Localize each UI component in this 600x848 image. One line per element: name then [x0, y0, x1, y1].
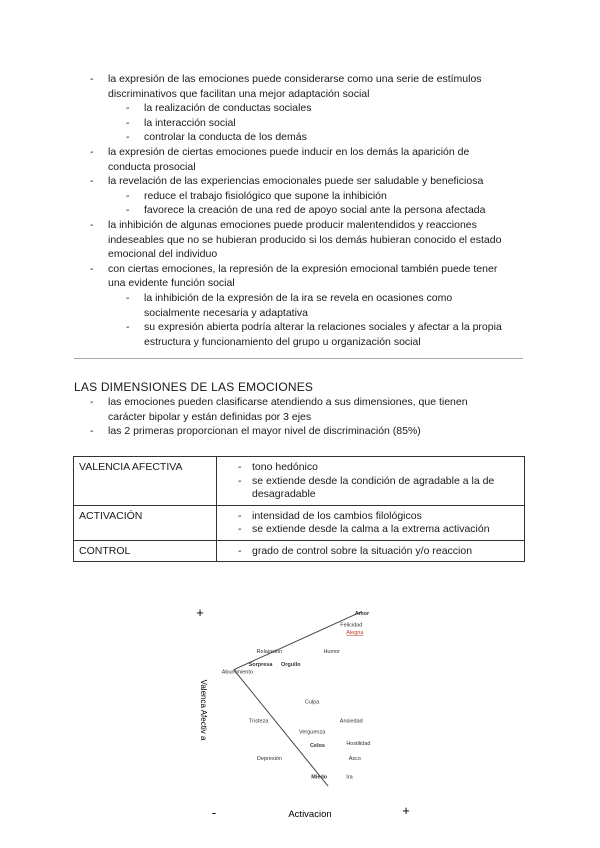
x-axis-label: Activacion [288, 809, 332, 820]
bullet-text: con ciertas emociones, la represión de la expresión emocional también puede tener [108, 262, 498, 275]
bullet-text: discriminativos que facilitan una mejor adaptación social [108, 87, 370, 100]
sub-bullet-text: la realización de conductas sociales [144, 102, 312, 115]
bullet-text: las 2 primeras proporcionan el mayor nivel de discriminación (85%) [108, 425, 421, 438]
chart-point-label: Tristeza [249, 718, 269, 725]
table-row [74, 540, 525, 562]
sub-bullet-text: la inhibición de la expresión de la ira se revela en ocasiones como [144, 292, 453, 304]
sub-bullet-text: estructura y funcionamiento del grupo u organización social [144, 335, 421, 348]
section-divider [74, 358, 523, 359]
chart-point-label: Ira [346, 774, 353, 781]
sub-bullet-text: la interacción social [144, 116, 236, 129]
y-max-label: + [196, 605, 204, 620]
chart-point-label: Hostilidad [346, 740, 371, 747]
chart-point-label: Celos [309, 742, 325, 749]
table-item-text: se extiende desde la condición de agradable a la de desagradable [252, 474, 495, 500]
chart-point-label: Amor [354, 611, 370, 618]
chart-point-label: Miedo [311, 774, 328, 781]
chart-point-label: Orgullo [280, 661, 301, 668]
bullet-dash: - [90, 396, 94, 408]
table-cell-key: CONTROL [74, 540, 217, 562]
table-item: - se extiende desde la calma a la extrema activación [222, 523, 519, 537]
chart-point-label: Aburrimiento [221, 669, 253, 676]
bullet-text: la revelación de las experiencias emocionales puede ser saludable y beneficiosa [108, 175, 484, 188]
bullet-dash: - [90, 219, 94, 231]
emotion-dimensions-chart [180, 590, 440, 830]
section-title: LAS DIMENSIONES DE LAS EMOCIONES [74, 380, 314, 394]
chart-point-label: Relajacion [256, 648, 283, 655]
table-item-text: tono hedónico [252, 461, 318, 473]
table-item: - grado de control sobre la situación y/o reaccion [222, 545, 519, 559]
table-item: - tono hedónico [222, 461, 519, 475]
bullet-text: carácter bipolar y están definidas por 3 ejes [108, 410, 312, 423]
chart-point-label: Felicidad [340, 622, 363, 629]
sub-bullet-text: favorece la creación de una red de apoyo social ante la persona afectada [144, 204, 486, 217]
sub-bullet-text: socialmente necesaria y adaptativa [144, 306, 309, 319]
bullet-text: la expresión de las emociones puede considerarse como una serie de estímulos [108, 73, 482, 85]
bullet-dash: - [90, 262, 94, 275]
table-item-text: se extiende desde la calma a la extrema activación [252, 523, 490, 535]
table-cell-key: VALENCIA AFECTIVA [74, 457, 217, 506]
chart-point-label: Asco [348, 755, 361, 762]
chart-point-label: Alegria [346, 629, 364, 636]
sub-bullet-dash: - [126, 131, 130, 144]
bullet-dash: - [90, 425, 94, 438]
sub-bullet-dash: - [126, 189, 130, 202]
table-cell-key: ACTIVACIÓN [74, 505, 217, 540]
chart-point-label: Culpa [304, 699, 320, 706]
bullet-text: la inhibición de algunas emociones puede producir malentendidos y reacciones [108, 219, 477, 231]
table-item-text: grado de control sobre la situación y/o reaccion [252, 544, 473, 557]
table-cell-value [217, 540, 525, 562]
bullet-dash: - [90, 175, 94, 188]
bullet-dash: - [90, 73, 94, 85]
chart-line-negative-diagonal [234, 670, 328, 787]
table-item: - se extiende desde la condición de agradable a la de desagradable [222, 475, 519, 502]
sub-bullet-dash: - [126, 321, 130, 334]
chart-point-label: Sorpresa [248, 661, 273, 668]
bullet-dash: - [90, 146, 94, 158]
bullet-text: las emociones pueden clasificarse atendiendo a sus dimensiones, que tienen [108, 396, 468, 408]
x-min-label: - [211, 805, 217, 820]
sub-bullet-dash: - [126, 116, 130, 129]
y-axis-label: Valenca Afectiv a [199, 679, 208, 741]
chart-point-label: Depresión [256, 755, 282, 762]
x-max-label: + [402, 803, 410, 818]
chart-point-label: Verguenza [298, 729, 326, 736]
sub-bullet-dash: - [126, 204, 130, 217]
bullet-text: la expresión de ciertas emociones puede inducir en los demás la aparición de [108, 146, 470, 158]
sub-bullet-text: controlar la conducta de los demás [144, 131, 307, 144]
table-cell-value [217, 457, 525, 506]
bullet-text: indeseables que no se hubieran producido si los demás hubieran conocido el estado [108, 233, 502, 246]
sub-bullet-dash: - [126, 292, 130, 304]
bullet-text: emocional del individuo [108, 248, 218, 261]
table-row [74, 457, 525, 506]
chart-point-label: Humor [323, 648, 340, 655]
bullet-text: conducta prosocial [108, 160, 196, 173]
table-cell-value [217, 505, 525, 540]
table-row [74, 505, 525, 540]
table-item-text: intensidad de los cambios filológicos [252, 509, 422, 522]
sub-bullet-text: reduce el trabajo fisiológico que supone la inhibición [144, 189, 387, 202]
dimensions-table [73, 456, 525, 562]
sub-bullet-text: su expresión abierta podría alterar la relaciones sociales y afectar a la propia [144, 321, 502, 334]
chart-point-label: Ansiedad [339, 718, 363, 725]
bullet-text: una evidente función social [108, 277, 235, 290]
table-item: - intensidad de los cambios filológicos [222, 510, 519, 524]
sub-bullet-dash: - [126, 102, 130, 115]
